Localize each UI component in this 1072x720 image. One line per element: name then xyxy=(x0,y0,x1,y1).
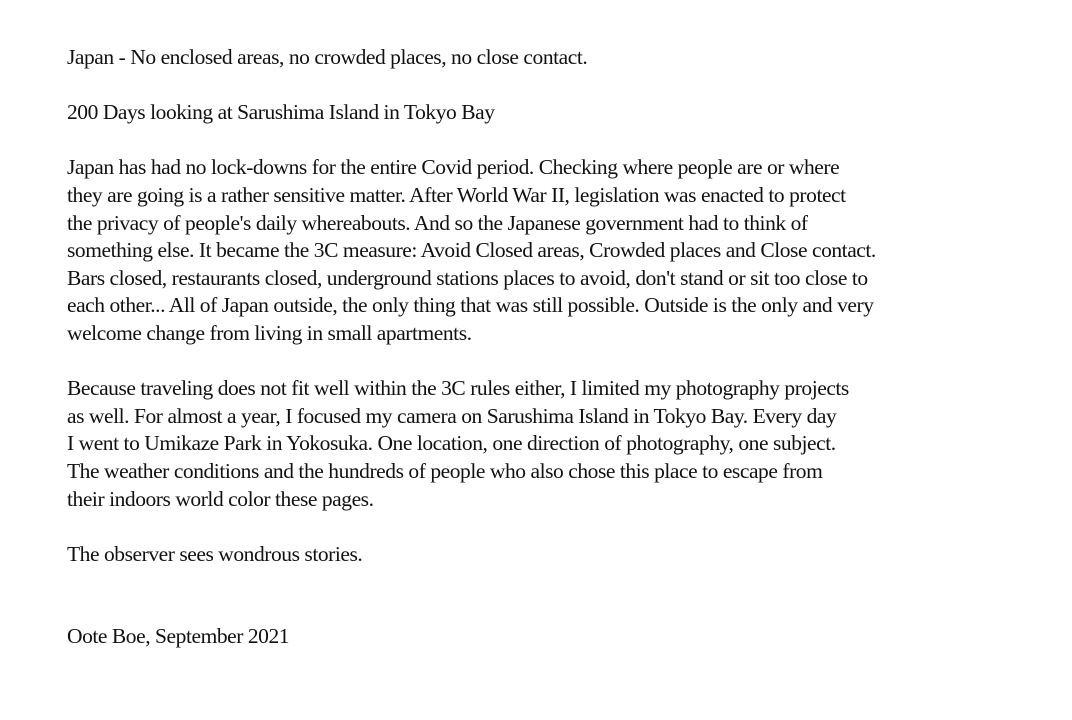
paragraph-line: as well. For almost a year, I focused my camera on Sarushima Island in Tokyo Bay. Every day xyxy=(67,403,837,428)
paragraph-line: The weather conditions and the hundreds of people who also chose this place to escape from xyxy=(67,458,823,483)
closing-text: The observer sees wondrous stories. xyxy=(67,541,363,566)
paragraph-line: I went to Umikaze Park in Yokosuka. One location, one direction of photography, one subject. xyxy=(67,431,836,456)
paragraph-intro xyxy=(67,154,1057,347)
document-heading xyxy=(67,44,1057,72)
paragraph-line: welcome change from living in small apartments. xyxy=(67,320,472,345)
paragraph-line: Bars closed, restaurants closed, underground stations places to avoid, don't stand or sit too close to xyxy=(67,265,868,290)
closing-statement xyxy=(67,541,1057,569)
author-signature xyxy=(67,623,1057,651)
paragraph-line: each other... All of Japan outside, the only thing that was still possible. Outside is the only and very xyxy=(67,293,874,318)
paragraph-line: they are going is a rather sensitive matter. After World War II, legislation was enacted to protect xyxy=(67,182,846,207)
paragraph-line: something else. It became the 3C measure: Avoid Closed areas, Crowded places and Close contact. xyxy=(67,238,876,263)
signature-text: Oote Boe, September 2021 xyxy=(67,624,290,649)
paragraph-line: Japan has had no lock-downs for the entire Covid period. Checking where people are or where xyxy=(67,155,840,180)
paragraph-project xyxy=(67,375,1057,513)
paragraph-line: their indoors world color these pages. xyxy=(67,486,374,511)
subtitle-text: 200 Days looking at Sarushima Island in Tokyo Bay xyxy=(67,100,495,125)
document-page xyxy=(67,44,1057,651)
document-subtitle xyxy=(67,99,1057,127)
heading-text: Japan - No enclosed areas, no crowded places, no close contact. xyxy=(67,45,588,69)
paragraph-line: the privacy of people's daily whereabouts. And so the Japanese government had to think of xyxy=(67,210,808,235)
paragraph-line: Because traveling does not fit well within the 3C rules either, I limited my photography projects xyxy=(67,376,849,401)
